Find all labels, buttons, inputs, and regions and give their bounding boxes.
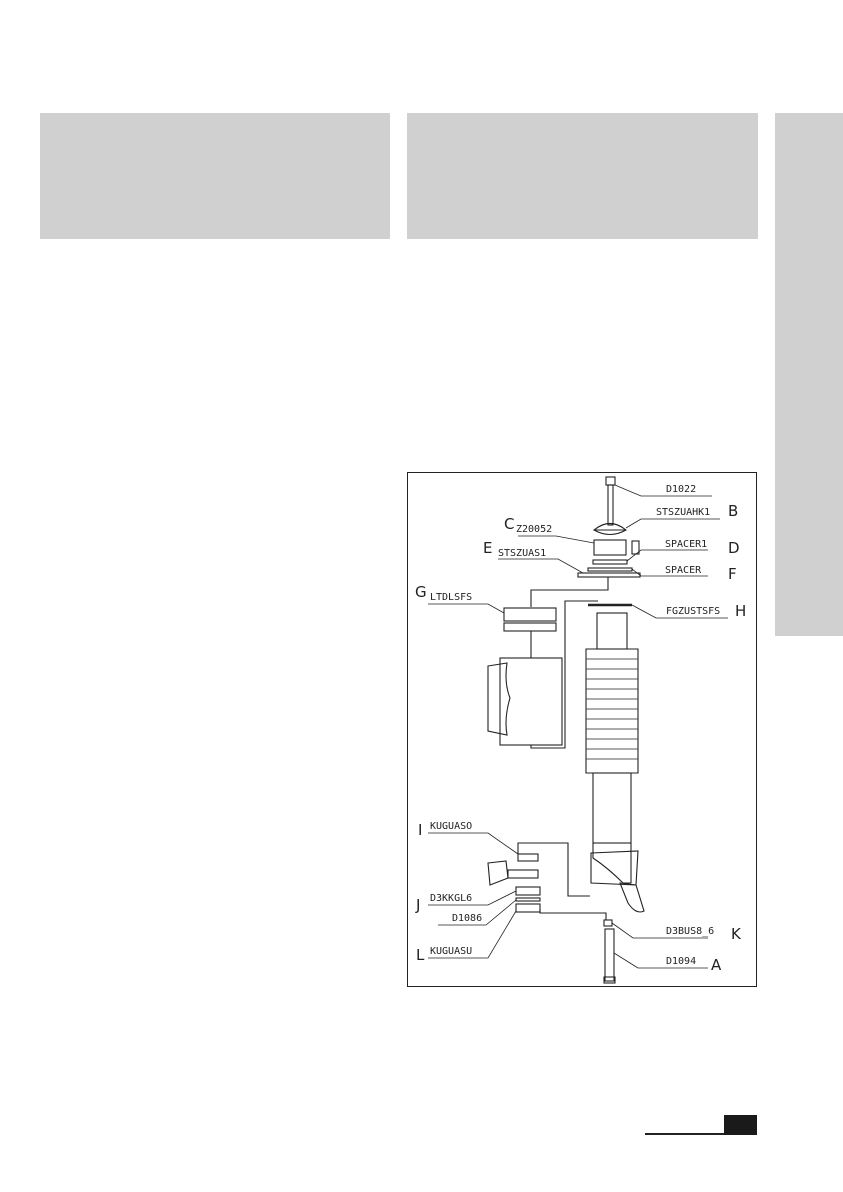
top-bushing [594, 540, 626, 555]
bellows [586, 649, 638, 773]
exploded-parts-diagram [407, 472, 757, 987]
label-fgzustsfs: FGZUSTSFS [666, 606, 721, 617]
spacer-plate [588, 568, 632, 571]
header-panel-right [407, 113, 758, 239]
label-spacer: SPACER [665, 565, 702, 576]
shock-lower-body [593, 773, 631, 843]
callout-g: G [415, 583, 427, 601]
body-bracket [488, 663, 510, 735]
label-d3bus8-6: D3BUS8_6 [666, 926, 715, 937]
d3kkgl6-part [516, 887, 540, 895]
label-d3kkgl6: D3KKGL6 [430, 893, 473, 904]
kuguasu-part [516, 904, 540, 912]
ltdlsfs-pad [504, 608, 556, 621]
label-d1086: D1086 [452, 913, 483, 924]
lower-body-bracket [488, 861, 508, 885]
stszuas1-plate [578, 573, 640, 577]
label-kuguaso: KUGUASO [430, 821, 473, 832]
label-spacer1: SPACER1 [665, 539, 708, 550]
kuguaso-part [518, 854, 538, 861]
spacer1 [593, 560, 627, 564]
bolt-shaft-bottom [605, 929, 614, 981]
d1086-part [516, 898, 540, 901]
callout-a: A [711, 956, 722, 974]
label-d1022: D1022 [666, 484, 697, 495]
callout-f: F [728, 565, 737, 583]
label-kuguasu: KUGUASU [430, 946, 473, 957]
callout-i: I [418, 821, 423, 839]
header-panel-left [40, 113, 390, 239]
callout-d: D [728, 539, 740, 557]
label-stszuas1: STSZUAS1 [498, 548, 547, 559]
bolt-shaft-top [608, 485, 613, 525]
shock-top-tube [597, 613, 627, 649]
lower-eye [620, 883, 644, 912]
label-d1094: D1094 [666, 956, 697, 967]
callout-c: C [504, 515, 515, 533]
d3bus8-part [604, 920, 612, 926]
callout-j: J [416, 896, 421, 914]
parts-diagram-svg [408, 473, 758, 988]
callout-b: B [728, 502, 739, 520]
bolt-head-top [606, 477, 615, 485]
label-stszuahk1: STSZUAHK1 [656, 507, 711, 518]
page-number-box [724, 1115, 757, 1135]
callout-h: H [735, 602, 747, 620]
callout-k: K [731, 925, 741, 943]
callout-l: L [416, 946, 425, 964]
label-ltdlsfs: LTDLSFS [430, 592, 473, 603]
chapter-side-tab [775, 113, 843, 636]
shock-bend [593, 843, 631, 883]
label-z20052: Z20052 [516, 524, 553, 535]
callout-e: E [483, 539, 493, 557]
